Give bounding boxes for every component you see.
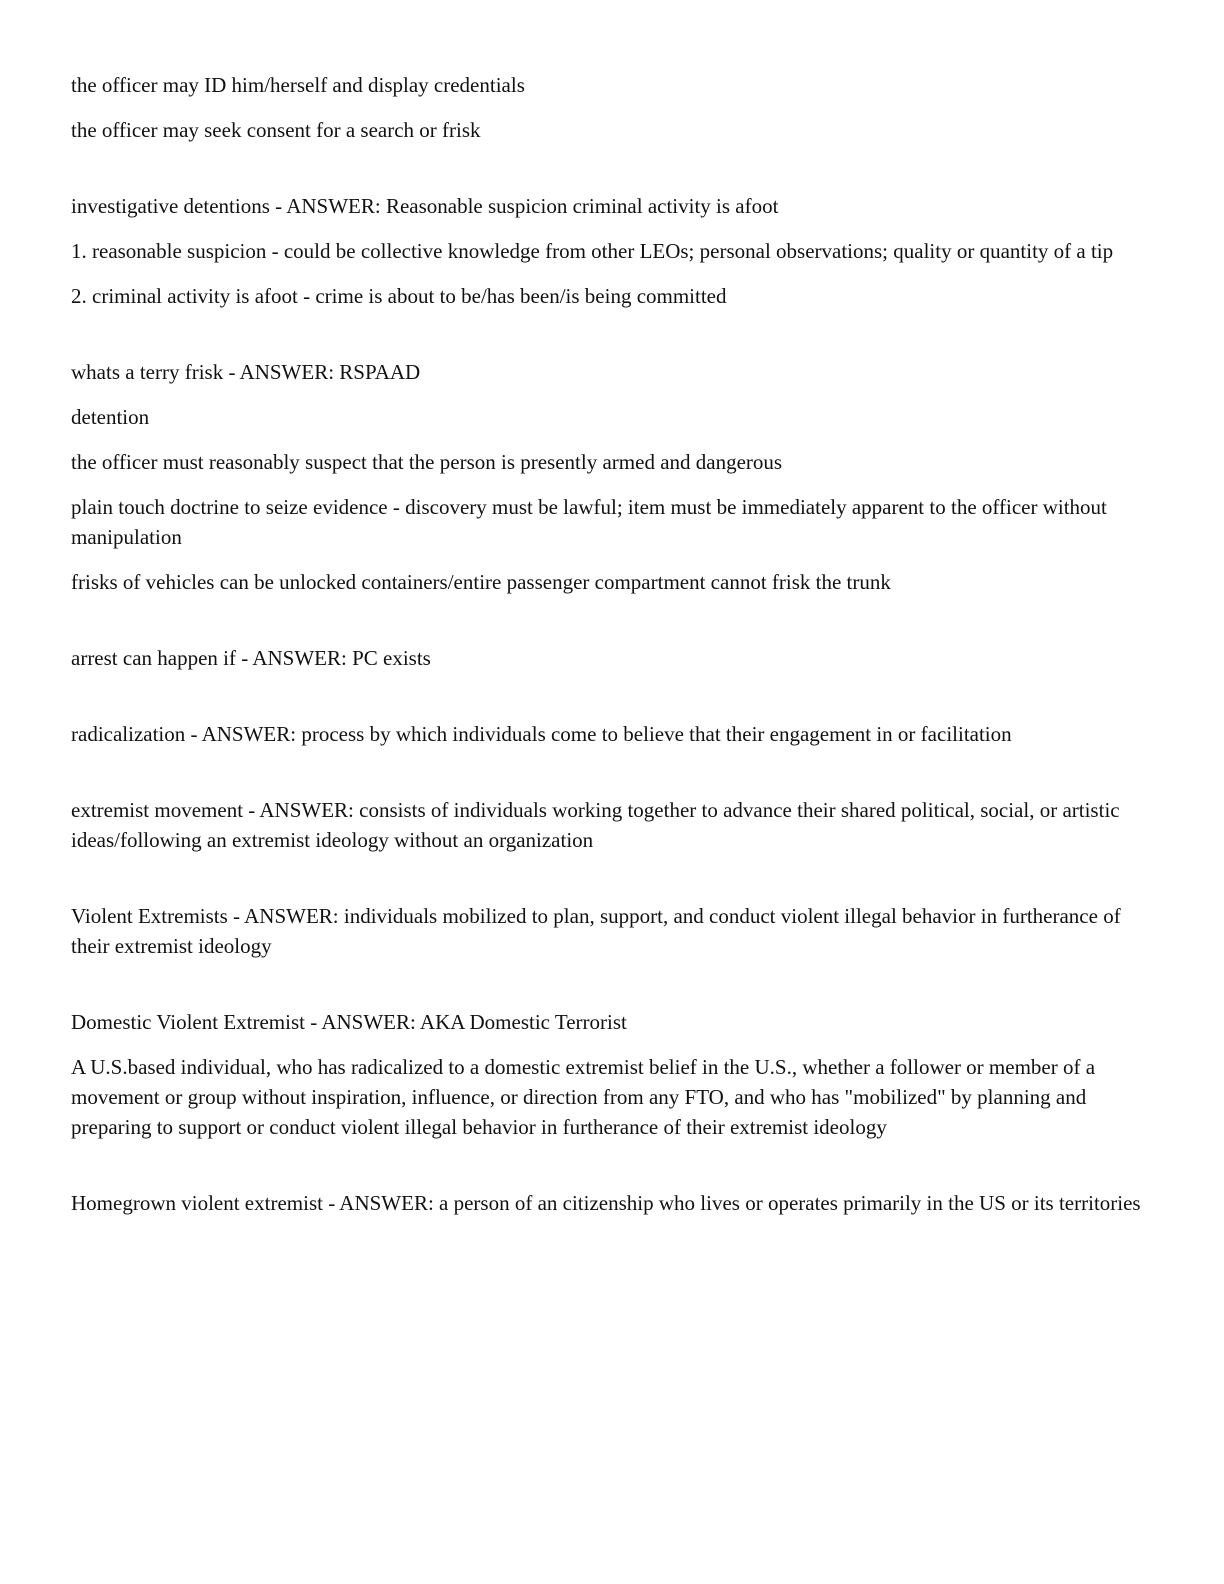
question-answer-line: arrest can happen if - ANSWER: PC exists [71,646,431,670]
note-block-domestic-violent-extremist [71,1007,1151,1142]
note-block-radicalization [71,719,1151,749]
text-line: the officer must reasonably suspect that the person is presently armed and dangerous [71,450,783,474]
text-line: detention [71,405,150,429]
note-block-violent-extremists [71,901,1151,961]
document-page [71,70,1151,1233]
question-answer-line: Homegrown violent extremist - ANSWER: a person of an citizenship who lives or operates primarily in the US or its territories [71,1191,1141,1215]
text-line: the officer may ID him/herself and display credentials [71,73,525,97]
text-line: frisks of vehicles can be unlocked containers/entire passenger compartment cannot frisk the trunk [71,570,891,594]
text-line: A U.S.based individual, who has radicalized to a domestic extremist belief in the U.S., whether a follower or member of a movement or group without inspiration, influence, or direction from any FTO, and who has "mobilized" by planning and preparing to support or conduct violent illegal behavior in furtherance of their extremist ideology [71,1055,1096,1139]
note-block-officer-actions [71,70,1151,145]
note-block-homegrown-violent-extremist [71,1188,1151,1218]
text-line: 2. criminal activity is afoot - crime is about to be/has been/is being committed [71,284,727,308]
text-line: 1. reasonable suspicion - could be collective knowledge from other LEOs; personal observations; quality or quantity of a tip [71,239,1114,263]
text-line: plain touch doctrine to seize evidence - discovery must be lawful; item must be immediately apparent to the officer without manipulation [71,495,1107,549]
question-answer-line: whats a terry frisk - ANSWER: RSPAAD [71,360,421,384]
note-block-extremist-movement [71,795,1151,855]
question-answer-line: investigative detentions - ANSWER: Reasonable suspicion criminal activity is afoot [71,194,779,218]
question-answer-line: Domestic Violent Extremist - ANSWER: AKA Domestic Terrorist [71,1010,627,1034]
note-block-investigative-detentions [71,191,1151,311]
question-answer-line: extremist movement - ANSWER: consists of individuals working together to advance their shared political, social, or artistic ideas/following an extremist ideology without an organization [71,798,1120,852]
question-answer-line: Violent Extremists - ANSWER: individuals mobilized to plan, support, and conduct violent illegal behavior in furtherance of their extremist ideology [71,904,1121,958]
note-block-terry-frisk [71,357,1151,597]
text-line: the officer may seek consent for a search or frisk [71,118,481,142]
note-block-arrest [71,643,1151,673]
question-answer-line: radicalization - ANSWER: process by which individuals come to believe that their engagement in or facilitation [71,722,1012,746]
